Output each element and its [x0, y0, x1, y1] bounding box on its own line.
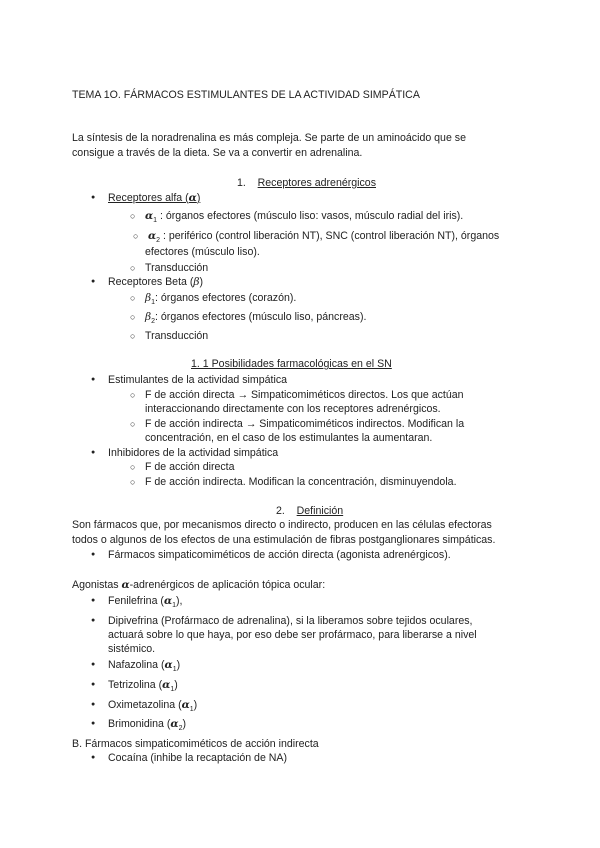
list-item-dipivefrina-cont-2: sistémico.: [108, 643, 156, 655]
list-item-beta1: ○ $\beta_1$: órganos efectores (corazón).: [145, 291, 296, 305]
list-item-beta2: ○ $\beta_2$: órganos efectores (músculo liso, páncreas).: [145, 310, 366, 324]
definition-line-2: todos o algunos de los efectos de una estimulación de fibras postganglionares simpáticas.: [72, 534, 496, 546]
list-item-dipivefrina: ● Dipivefrina (Profármaco de adrenalina), si la liberamos sobre tejidos oculares,: [108, 614, 472, 628]
intro-line-1: La síntesis de la noradrenalina es más compleja. Se parte de un aminoácido que se: [72, 132, 466, 144]
list-item-tetrizolina: ● Tetrizolina $(\alpha_1)$: [108, 678, 178, 692]
list-item-fenilefrina: ● Fenilefrina $(\alpha_1)$,: [108, 594, 182, 608]
list-item-inhib-indirecta: ○ F de acción indirecta. Modifican la concentración, disminuyendola.: [145, 475, 457, 489]
page-title: TEMA 1O. FÁRMACOS ESTIMULANTES DE LA ACTIVIDAD SIMPÁTICA: [72, 89, 420, 101]
list-item-transduccion-alpha: ○ Transducción: [145, 261, 208, 275]
list-item-cocaina: ● Cocaína (inhibe la recaptación de NA): [108, 751, 287, 765]
list-item-accion-indirecta: ○ F de acción indirecta → Simpaticomiméticos indirectos. Modifican la: [145, 417, 464, 431]
list-item-accion-indirecta-cont: concentración, en el caso de los estimulantes la aumentaran.: [145, 432, 433, 444]
list-item-alpha1: ○ $\alpha_1$ : órganos efectores (músculo liso: vasos, músculo radial del iris).: [145, 209, 463, 223]
section-1-1-heading: 1. 1 Posibilidades farmacológicas en el SN: [191, 358, 392, 370]
agonists-heading: Agonistas α-adrenérgicos de aplicación tópica ocular:: [72, 579, 326, 591]
list-item-brimonidina: ● Brimonidina $(\alpha_2)$: [108, 717, 186, 731]
list-item-receptores-alfa: ● Receptores alfa (α): [108, 191, 200, 205]
list-item-nafazolina: ● Nafazolina $(\alpha_1)$: [108, 658, 180, 672]
alpha-symbol: α: [188, 192, 197, 204]
list-item-accion-directa: ○ F de acción directa → Simpaticomiméticos directos. Los que actúan: [145, 388, 464, 402]
section-b-heading: B. Fármacos simpaticomiméticos de acción indirecta: [72, 738, 319, 750]
list-item-estimulantes: ● Estimulantes de la actividad simpática: [108, 373, 287, 387]
list-item-alpha2: ○ $\alpha_2$ : periférico (control liberación NT), SNC (control liberación NT), órganos: [148, 229, 499, 243]
list-item-accion-directa-cont: interaccionando directamente con los receptores adrenérgicos.: [145, 403, 441, 415]
beta-symbol: β: [193, 276, 200, 288]
intro-line-2: consigue a través de la dieta. Se va a convertir en adrenalina.: [72, 147, 363, 159]
list-item-oximetazolina: ● Oximetazolina $(\alpha_1)$: [108, 698, 197, 712]
list-item-inhib-directa: ○ F de acción directa: [145, 460, 235, 474]
list-item-receptores-beta: ● Receptores Beta (β): [108, 275, 203, 289]
section-number: 1.: [237, 177, 246, 189]
list-item-inhibidores: ● Inhibidores de la actividad simpática: [108, 446, 278, 460]
section-title: Receptores adrenérgicos: [257, 177, 376, 189]
list-item-transduccion-beta: ○ Transducción: [145, 329, 208, 343]
list-item-accion-directa-def: ● Fármacos simpaticomiméticos de acción directa (agonista adrenérgicos).: [108, 548, 451, 562]
list-item-dipivefrina-cont-1: actuará sobre lo que haya, por eso debe ser profármaco, para liberarse a nivel: [108, 629, 477, 641]
list-item-alpha2-cont: efectores (músculo liso).: [145, 246, 260, 258]
section-1-heading: [237, 176, 376, 190]
definition-line-1: Son fármacos que, por mecanismos directo o indirecto, producen en las células efectoras: [72, 519, 492, 531]
section-2-heading: 2. Definición: [276, 505, 344, 517]
